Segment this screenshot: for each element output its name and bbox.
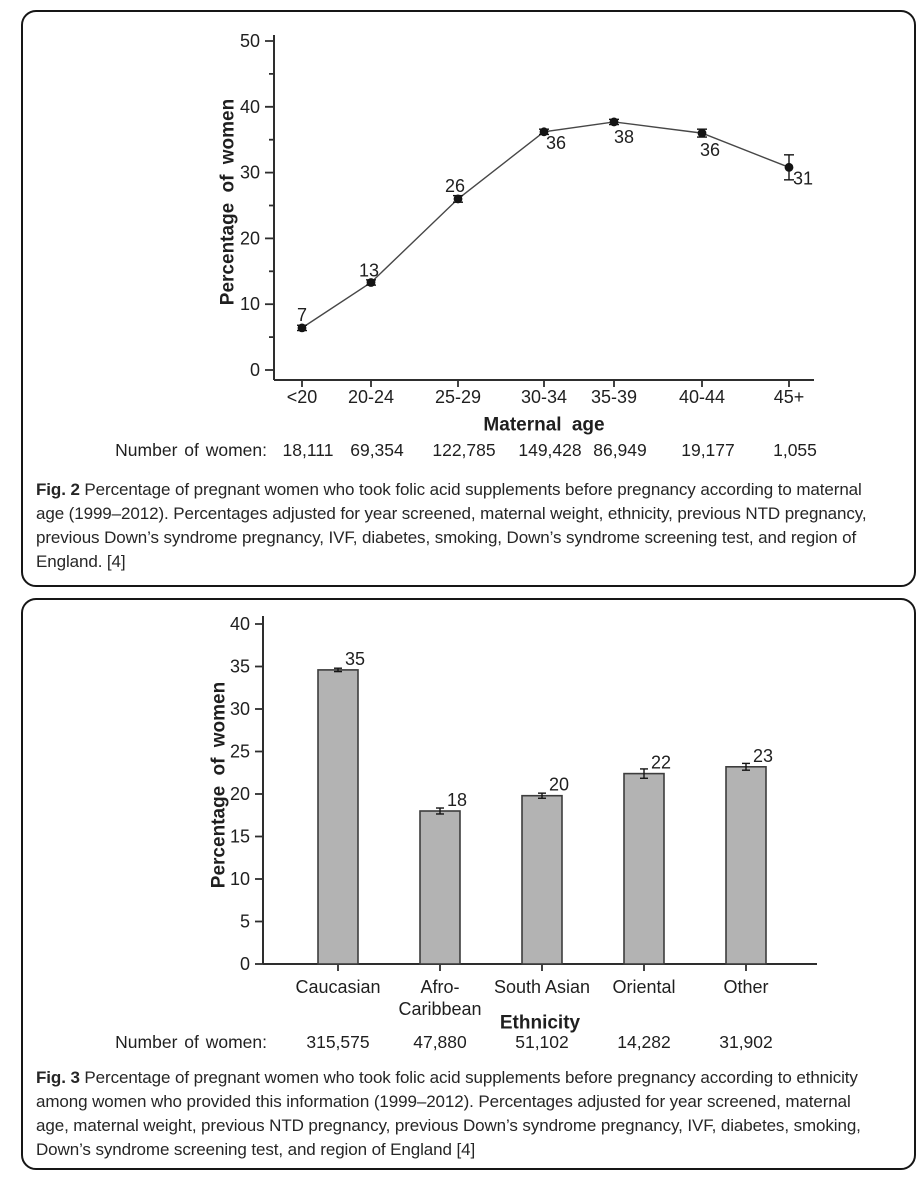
fig3-bar-chart [23, 600, 914, 1060]
x-tick-label: South Asian [493, 977, 591, 997]
point-value-label: 13 [358, 260, 380, 281]
point-value-label: 38 [613, 126, 635, 147]
data-point [610, 118, 619, 127]
y-tick-label: 25 [229, 741, 250, 762]
y-axis-title: Percentage of women [208, 681, 230, 889]
y-tick-label: 40 [229, 614, 250, 634]
x-axis-title: Maternal age [483, 414, 605, 436]
y-tick-label: 35 [229, 656, 250, 677]
y-tick-label: 10 [239, 294, 260, 315]
point-value-label: 26 [444, 175, 466, 196]
numbers-row-label: Number of women: [115, 440, 267, 460]
fig3-caption [36, 1066, 884, 1162]
bar [624, 774, 664, 964]
x-tick-label: Oriental [612, 977, 676, 997]
numbers-row-value: 14,282 [617, 1032, 671, 1052]
y-tick-label: 5 [239, 911, 250, 932]
y-tick-label: 20 [239, 228, 260, 249]
x-tick-label: Caucasian [295, 977, 381, 997]
numbers-row-value: 69,354 [350, 440, 404, 460]
x-tick-label: 30-34 [520, 387, 568, 407]
fig2-caption-text: Percentage of pregnant women who took folic acid supplements before pregnancy according to maternal age (1999–2012). Percentages adjusted for year screened, maternal weight, ethnicity, previous NTD pregnancy, previous Down’s syndrome pregnancy, IVF, diabetes, smoking, Down’s syndrome screening test, and region of England. [4] [36, 480, 867, 571]
point-value-label: 36 [545, 132, 567, 153]
bar-value-label: 20 [549, 774, 570, 795]
point-value-label: 36 [699, 140, 721, 161]
x-tick-label: <20 [286, 387, 318, 407]
y-tick-label: 0 [249, 360, 260, 380]
bar-value-label: 23 [753, 745, 774, 766]
x-tick-label: 45+ [773, 387, 805, 407]
y-tick-label: 40 [239, 96, 260, 117]
numbers-row-value: 86,949 [593, 440, 647, 460]
point-value-label: 31 [792, 168, 814, 189]
data-point [698, 129, 707, 138]
numbers-row-value: 149,428 [518, 440, 582, 460]
y-tick-label: 50 [239, 31, 260, 51]
bar-value-label: 35 [345, 648, 366, 669]
x-tick-label: 25-29 [434, 387, 482, 407]
x-tick-label: Afro- [420, 977, 460, 997]
numbers-row-value: 47,880 [413, 1032, 467, 1052]
y-tick-label: 30 [229, 699, 250, 719]
x-tick-label: 35-39 [590, 387, 638, 407]
y-axis-title: Percentage of women [217, 98, 239, 306]
y-tick-label: 30 [239, 162, 260, 183]
numbers-row-value: 19,177 [681, 440, 735, 460]
numbers-row-value: 51,102 [515, 1032, 569, 1052]
numbers-row-label: Number of women: [115, 1032, 267, 1052]
fig2-caption [36, 478, 884, 574]
y-tick-label: 0 [239, 954, 250, 974]
bar [726, 767, 766, 964]
numbers-row-value: 18,111 [282, 440, 334, 460]
x-tick-label: Other [723, 977, 769, 997]
y-tick-label: 15 [229, 826, 250, 847]
bar [522, 796, 562, 964]
bar-value-label: 22 [651, 752, 672, 773]
x-tick-label: Caribbean [398, 999, 482, 1019]
numbers-row-value: 315,575 [306, 1032, 370, 1052]
y-tick-label: 20 [229, 784, 250, 804]
fig2-line-chart [23, 12, 914, 472]
fig3-caption-text: Percentage of pregnant women who took folic acid supplements before pregnancy according to ethnicity among women who provided this information (1999–2012). Percentages adjusted for year screened, maternal age, maternal weight, previous NTD pregnancy, previous Down’s syndrome pregnancy, IVF, diabetes, smoking, Down’s syndrome screening test, and region of England [4] [36, 1068, 861, 1159]
x-tick-label: 40-44 [678, 387, 726, 407]
numbers-row-value: 31,902 [719, 1032, 773, 1052]
fig3-caption-label: Fig. 3 [36, 1068, 80, 1087]
numbers-row-value: 122,785 [432, 440, 496, 460]
point-value-label: 7 [296, 304, 308, 325]
figure-3-panel [21, 598, 916, 1170]
bar-value-label: 18 [447, 790, 468, 810]
bar [420, 811, 460, 964]
x-axis-title: Ethnicity [499, 1012, 581, 1034]
y-tick-label: 10 [229, 869, 250, 889]
numbers-row-value: 1,055 [773, 440, 817, 460]
figure-2-panel [21, 10, 916, 587]
x-tick-label: 20-24 [347, 387, 395, 407]
bar [318, 670, 358, 964]
fig2-caption-label: Fig. 2 [36, 480, 80, 499]
